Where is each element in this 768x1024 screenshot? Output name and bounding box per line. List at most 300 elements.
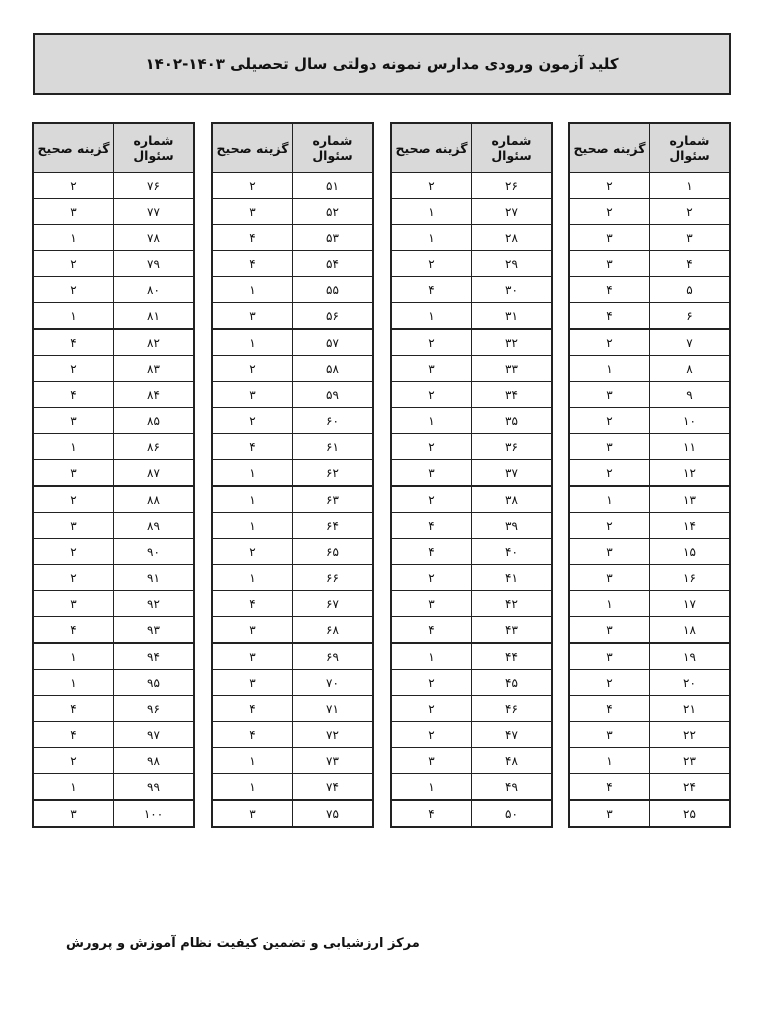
table-row — [391, 800, 552, 827]
question-number-cell: ۱۹ — [650, 643, 731, 670]
question-number-cell: ۳۳ — [472, 356, 553, 382]
correct-option-cell: ۳ — [33, 199, 114, 225]
question-number-cell: ۵۰ — [472, 800, 553, 827]
correct-option-cell: ۲ — [569, 329, 650, 356]
correct-option-cell: ۱ — [569, 486, 650, 513]
question-number-header: شماره سئوال — [293, 123, 374, 173]
correct-option-cell: ۱ — [212, 774, 293, 801]
question-number-cell: ۴۸ — [472, 748, 553, 774]
question-number-cell: ۸۱ — [114, 303, 195, 330]
table-row — [391, 565, 552, 591]
table-row — [569, 670, 730, 696]
correct-option-cell: ۳ — [33, 408, 114, 434]
correct-option-cell: ۳ — [391, 748, 472, 774]
correct-option-cell: ۱ — [391, 774, 472, 801]
correct-option-cell: ۲ — [569, 199, 650, 225]
table-row — [569, 251, 730, 277]
table-row — [391, 643, 552, 670]
question-number-cell: ۲۱ — [650, 696, 731, 722]
question-number-cell: ۵۶ — [293, 303, 374, 330]
correct-option-cell: ۲ — [212, 356, 293, 382]
correct-option-cell: ۱ — [391, 225, 472, 251]
question-number-cell: ۲۵ — [650, 800, 731, 827]
question-number-cell: ۲۳ — [650, 748, 731, 774]
question-number-cell: ۶۸ — [293, 617, 374, 644]
table-row — [569, 617, 730, 644]
question-number-cell: ۷۷ — [114, 199, 195, 225]
table-row — [569, 356, 730, 382]
correct-option-cell: ۱ — [212, 513, 293, 539]
correct-option-cell: ۳ — [212, 800, 293, 827]
question-number-cell: ۳۱ — [472, 303, 553, 330]
question-number-cell: ۶۱ — [293, 434, 374, 460]
correct-option-cell: ۲ — [212, 539, 293, 565]
correct-option-cell: ۲ — [569, 670, 650, 696]
table-row — [391, 408, 552, 434]
question-number-cell: ۹۴ — [114, 643, 195, 670]
question-number-cell: ۴۱ — [472, 565, 553, 591]
correct-option-cell: ۱ — [391, 199, 472, 225]
question-number-cell: ۸۹ — [114, 513, 195, 539]
correct-option-cell: ۱ — [569, 356, 650, 382]
question-number-cell: ۹۶ — [114, 696, 195, 722]
table-row — [33, 303, 194, 330]
answer-key-table-3 — [211, 122, 374, 828]
question-number-cell: ۴۲ — [472, 591, 553, 617]
correct-option-cell: ۳ — [212, 199, 293, 225]
question-number-cell: ۱۷ — [650, 591, 731, 617]
table-header-row — [33, 123, 194, 173]
correct-option-cell: ۱ — [212, 460, 293, 487]
title-text: کلید آزمون ورودی مدارس نمونه دولتی سال تحصیلی ۱۴۰۳-۱۴۰۲ — [145, 55, 619, 73]
table-row — [33, 774, 194, 801]
question-number-cell: ۱۸ — [650, 617, 731, 644]
question-number-cell: ۸۴ — [114, 382, 195, 408]
question-number-cell: ۷۱ — [293, 696, 374, 722]
table-row — [33, 460, 194, 487]
correct-option-cell: ۳ — [212, 670, 293, 696]
question-number-cell: ۷۹ — [114, 251, 195, 277]
question-number-cell: ۱ — [650, 173, 731, 199]
question-number-cell: ۶۰ — [293, 408, 374, 434]
table-row — [391, 329, 552, 356]
table-row — [212, 643, 373, 670]
question-number-cell: ۳۰ — [472, 277, 553, 303]
question-number-cell: ۵۳ — [293, 225, 374, 251]
question-number-cell: ۷۸ — [114, 225, 195, 251]
table-row — [212, 565, 373, 591]
table-row — [33, 199, 194, 225]
question-number-cell: ۸ — [650, 356, 731, 382]
correct-option-cell: ۲ — [33, 277, 114, 303]
correct-option-cell: ۴ — [212, 251, 293, 277]
question-number-cell: ۲ — [650, 199, 731, 225]
question-number-cell: ۷۵ — [293, 800, 374, 827]
correct-option-header: گزینه صحیح — [391, 123, 472, 173]
correct-option-cell: ۳ — [212, 617, 293, 644]
table-row — [391, 722, 552, 748]
table-row — [212, 329, 373, 356]
correct-option-cell: ۲ — [391, 329, 472, 356]
question-number-cell: ۹۰ — [114, 539, 195, 565]
question-number-cell: ۳۸ — [472, 486, 553, 513]
table-header-row — [391, 123, 552, 173]
question-number-cell: ۵۹ — [293, 382, 374, 408]
table-row — [33, 225, 194, 251]
correct-option-cell: ۳ — [569, 225, 650, 251]
answer-key-table-1 — [568, 122, 731, 828]
question-number-cell: ۹۸ — [114, 748, 195, 774]
table-row — [212, 277, 373, 303]
correct-option-cell: ۴ — [391, 539, 472, 565]
table-row — [33, 173, 194, 199]
correct-option-cell: ۳ — [212, 643, 293, 670]
question-number-cell: ۸۷ — [114, 460, 195, 487]
question-number-cell: ۴۳ — [472, 617, 553, 644]
question-number-cell: ۲۶ — [472, 173, 553, 199]
table-row — [212, 696, 373, 722]
correct-option-cell: ۲ — [33, 173, 114, 199]
question-number-cell: ۸۲ — [114, 329, 195, 356]
question-number-cell: ۳۶ — [472, 434, 553, 460]
question-number-cell: ۶۶ — [293, 565, 374, 591]
table-row — [212, 722, 373, 748]
table-row — [569, 643, 730, 670]
table-row — [212, 748, 373, 774]
correct-option-cell: ۱ — [212, 277, 293, 303]
correct-option-cell: ۱ — [212, 748, 293, 774]
table-row — [569, 382, 730, 408]
correct-option-cell: ۳ — [33, 591, 114, 617]
question-number-header: شماره سئوال — [114, 123, 195, 173]
question-number-cell: ۲۷ — [472, 199, 553, 225]
correct-option-cell: ۱ — [33, 434, 114, 460]
question-number-cell: ۸۸ — [114, 486, 195, 513]
question-number-cell: ۶۷ — [293, 591, 374, 617]
question-number-cell: ۹۹ — [114, 774, 195, 801]
table-row — [391, 670, 552, 696]
table-row — [33, 356, 194, 382]
table-row — [391, 591, 552, 617]
answer-key-table-4 — [32, 122, 195, 828]
table-row — [33, 722, 194, 748]
correct-option-cell: ۲ — [391, 434, 472, 460]
question-number-cell: ۳ — [650, 225, 731, 251]
table-row — [212, 303, 373, 330]
question-number-cell: ۴ — [650, 251, 731, 277]
table-row — [33, 591, 194, 617]
table-row — [391, 225, 552, 251]
table-row — [391, 696, 552, 722]
correct-option-cell: ۴ — [391, 800, 472, 827]
correct-option-cell: ۳ — [569, 251, 650, 277]
table-header-row — [212, 123, 373, 173]
question-number-cell: ۲۲ — [650, 722, 731, 748]
correct-option-cell: ۴ — [569, 696, 650, 722]
table-row — [212, 670, 373, 696]
table-row — [391, 774, 552, 801]
table-row — [569, 591, 730, 617]
correct-option-cell: ۱ — [212, 565, 293, 591]
correct-option-cell: ۲ — [391, 670, 472, 696]
question-number-cell: ۴۷ — [472, 722, 553, 748]
correct-option-cell: ۴ — [212, 722, 293, 748]
correct-option-cell: ۴ — [391, 277, 472, 303]
table-row — [569, 513, 730, 539]
question-number-cell: ۳۲ — [472, 329, 553, 356]
table-row — [391, 173, 552, 199]
table-row — [33, 329, 194, 356]
correct-option-cell: ۴ — [33, 617, 114, 644]
question-number-cell: ۴۵ — [472, 670, 553, 696]
question-number-cell: ۶۵ — [293, 539, 374, 565]
question-number-cell: ۳۴ — [472, 382, 553, 408]
table-row — [33, 434, 194, 460]
table-row — [212, 225, 373, 251]
correct-option-cell: ۳ — [569, 565, 650, 591]
question-number-cell: ۲۹ — [472, 251, 553, 277]
table-row — [212, 486, 373, 513]
question-number-cell: ۹۱ — [114, 565, 195, 591]
correct-option-cell: ۳ — [569, 382, 650, 408]
table-row — [391, 486, 552, 513]
correct-option-cell: ۲ — [391, 486, 472, 513]
question-number-cell: ۶۲ — [293, 460, 374, 487]
correct-option-cell: ۲ — [391, 722, 472, 748]
question-number-cell: ۴۴ — [472, 643, 553, 670]
question-number-cell: ۴۹ — [472, 774, 553, 801]
table-row — [391, 460, 552, 487]
correct-option-cell: ۴ — [569, 277, 650, 303]
table-row — [391, 382, 552, 408]
correct-option-cell: ۱ — [33, 225, 114, 251]
correct-option-cell: ۱ — [569, 591, 650, 617]
table-row — [212, 617, 373, 644]
correct-option-cell: ۲ — [569, 408, 650, 434]
question-number-cell: ۸۳ — [114, 356, 195, 382]
table-row — [33, 617, 194, 644]
table-row — [391, 539, 552, 565]
question-number-cell: ۹۷ — [114, 722, 195, 748]
correct-option-cell: ۲ — [391, 251, 472, 277]
question-number-cell: ۴۰ — [472, 539, 553, 565]
correct-option-cell: ۱ — [33, 774, 114, 801]
question-number-cell: ۹۳ — [114, 617, 195, 644]
question-number-header: شماره سئوال — [650, 123, 731, 173]
table-row — [212, 173, 373, 199]
table-row — [33, 565, 194, 591]
correct-option-cell: ۲ — [391, 565, 472, 591]
table-row — [569, 696, 730, 722]
correct-option-cell: ۳ — [569, 539, 650, 565]
correct-option-cell: ۲ — [33, 486, 114, 513]
question-number-cell: ۲۴ — [650, 774, 731, 801]
correct-option-cell: ۱ — [391, 643, 472, 670]
question-number-cell: ۳۷ — [472, 460, 553, 487]
correct-option-cell: ۱ — [391, 408, 472, 434]
correct-option-cell: ۲ — [391, 382, 472, 408]
question-number-cell: ۳۹ — [472, 513, 553, 539]
correct-option-cell: ۴ — [391, 617, 472, 644]
question-number-cell: ۷۴ — [293, 774, 374, 801]
table-row — [569, 565, 730, 591]
question-number-cell: ۱۵ — [650, 539, 731, 565]
table-row — [391, 251, 552, 277]
answer-key-table-2 — [390, 122, 553, 828]
question-number-cell: ۶ — [650, 303, 731, 330]
table-header-row — [569, 123, 730, 173]
table-row — [569, 329, 730, 356]
table-row — [569, 539, 730, 565]
table-row — [569, 434, 730, 460]
table-row — [212, 800, 373, 827]
table-row — [569, 199, 730, 225]
question-number-cell: ۷۲ — [293, 722, 374, 748]
question-number-cell: ۷۳ — [293, 748, 374, 774]
table-row — [212, 591, 373, 617]
correct-option-cell: ۴ — [569, 303, 650, 330]
question-number-cell: ۱۱ — [650, 434, 731, 460]
question-number-cell: ۵۸ — [293, 356, 374, 382]
correct-option-cell: ۴ — [212, 434, 293, 460]
correct-option-cell: ۲ — [33, 539, 114, 565]
correct-option-cell: ۳ — [212, 303, 293, 330]
correct-option-cell: ۳ — [569, 617, 650, 644]
correct-option-cell: ۴ — [212, 591, 293, 617]
table-row — [212, 774, 373, 801]
question-number-cell: ۶۳ — [293, 486, 374, 513]
correct-option-cell: ۴ — [391, 513, 472, 539]
correct-option-cell: ۳ — [33, 513, 114, 539]
question-number-cell: ۲۰ — [650, 670, 731, 696]
correct-option-cell: ۲ — [212, 173, 293, 199]
table-row — [569, 800, 730, 827]
correct-option-cell: ۴ — [212, 225, 293, 251]
table-row — [212, 382, 373, 408]
table-row — [569, 486, 730, 513]
correct-option-cell: ۳ — [569, 643, 650, 670]
correct-option-cell: ۳ — [391, 356, 472, 382]
correct-option-cell: ۱ — [212, 329, 293, 356]
question-number-cell: ۱۳ — [650, 486, 731, 513]
table-row — [212, 356, 373, 382]
question-number-cell: ۵۷ — [293, 329, 374, 356]
table-row — [569, 460, 730, 487]
table-row — [33, 696, 194, 722]
table-row — [33, 643, 194, 670]
question-number-cell: ۱۲ — [650, 460, 731, 487]
table-row — [212, 460, 373, 487]
table-row — [569, 722, 730, 748]
table-row — [391, 199, 552, 225]
correct-option-cell: ۲ — [569, 173, 650, 199]
correct-option-cell: ۱ — [33, 670, 114, 696]
correct-option-cell: ۳ — [391, 591, 472, 617]
table-row — [569, 277, 730, 303]
table-row — [391, 356, 552, 382]
correct-option-cell: ۲ — [391, 696, 472, 722]
correct-option-cell: ۴ — [33, 382, 114, 408]
question-number-cell: ۱۰۰ — [114, 800, 195, 827]
correct-option-cell: ۴ — [33, 329, 114, 356]
correct-option-cell: ۳ — [212, 382, 293, 408]
question-number-cell: ۱۶ — [650, 565, 731, 591]
correct-option-cell: ۲ — [33, 748, 114, 774]
question-number-cell: ۱۰ — [650, 408, 731, 434]
question-number-cell: ۶۴ — [293, 513, 374, 539]
table-row — [391, 513, 552, 539]
table-row — [33, 486, 194, 513]
table-row — [391, 748, 552, 774]
table-row — [569, 225, 730, 251]
question-number-header: شماره سئوال — [472, 123, 553, 173]
table-row — [33, 382, 194, 408]
table-row — [569, 748, 730, 774]
question-number-cell: ۵۱ — [293, 173, 374, 199]
question-number-cell: ۸۰ — [114, 277, 195, 303]
question-number-cell: ۴۶ — [472, 696, 553, 722]
correct-option-cell: ۳ — [391, 460, 472, 487]
correct-option-cell: ۲ — [569, 460, 650, 487]
table-row — [33, 670, 194, 696]
table-row — [33, 800, 194, 827]
table-row — [33, 251, 194, 277]
table-row — [212, 251, 373, 277]
correct-option-cell: ۳ — [569, 722, 650, 748]
question-number-cell: ۷ — [650, 329, 731, 356]
correct-option-cell: ۴ — [33, 722, 114, 748]
correct-option-cell: ۲ — [33, 251, 114, 277]
correct-option-cell: ۱ — [569, 748, 650, 774]
table-row — [391, 617, 552, 644]
correct-option-cell: ۳ — [33, 460, 114, 487]
table-row — [212, 408, 373, 434]
table-row — [212, 539, 373, 565]
correct-option-cell: ۳ — [569, 434, 650, 460]
table-row — [391, 277, 552, 303]
table-row — [33, 539, 194, 565]
correct-option-header: گزینه صحیح — [212, 123, 293, 173]
question-number-cell: ۵۴ — [293, 251, 374, 277]
correct-option-cell: ۲ — [569, 513, 650, 539]
question-number-cell: ۲۸ — [472, 225, 553, 251]
question-number-cell: ۷۶ — [114, 173, 195, 199]
page-title — [33, 33, 731, 95]
correct-option-cell: ۲ — [391, 173, 472, 199]
correct-option-header: گزینه صحیح — [33, 123, 114, 173]
correct-option-cell: ۱ — [33, 643, 114, 670]
correct-option-header: گزینه صحیح — [569, 123, 650, 173]
question-number-cell: ۵ — [650, 277, 731, 303]
table-row — [391, 303, 552, 330]
correct-option-cell: ۴ — [569, 774, 650, 801]
table-row — [33, 513, 194, 539]
table-row — [569, 303, 730, 330]
correct-option-cell: ۳ — [33, 800, 114, 827]
table-row — [569, 408, 730, 434]
table-row — [569, 774, 730, 801]
correct-option-cell: ۴ — [33, 696, 114, 722]
table-row — [212, 434, 373, 460]
correct-option-cell: ۲ — [33, 356, 114, 382]
table-row — [569, 173, 730, 199]
table-row — [33, 277, 194, 303]
question-number-cell: ۸۶ — [114, 434, 195, 460]
table-row — [33, 408, 194, 434]
table-row — [33, 748, 194, 774]
table-row — [391, 434, 552, 460]
question-number-cell: ۸۵ — [114, 408, 195, 434]
